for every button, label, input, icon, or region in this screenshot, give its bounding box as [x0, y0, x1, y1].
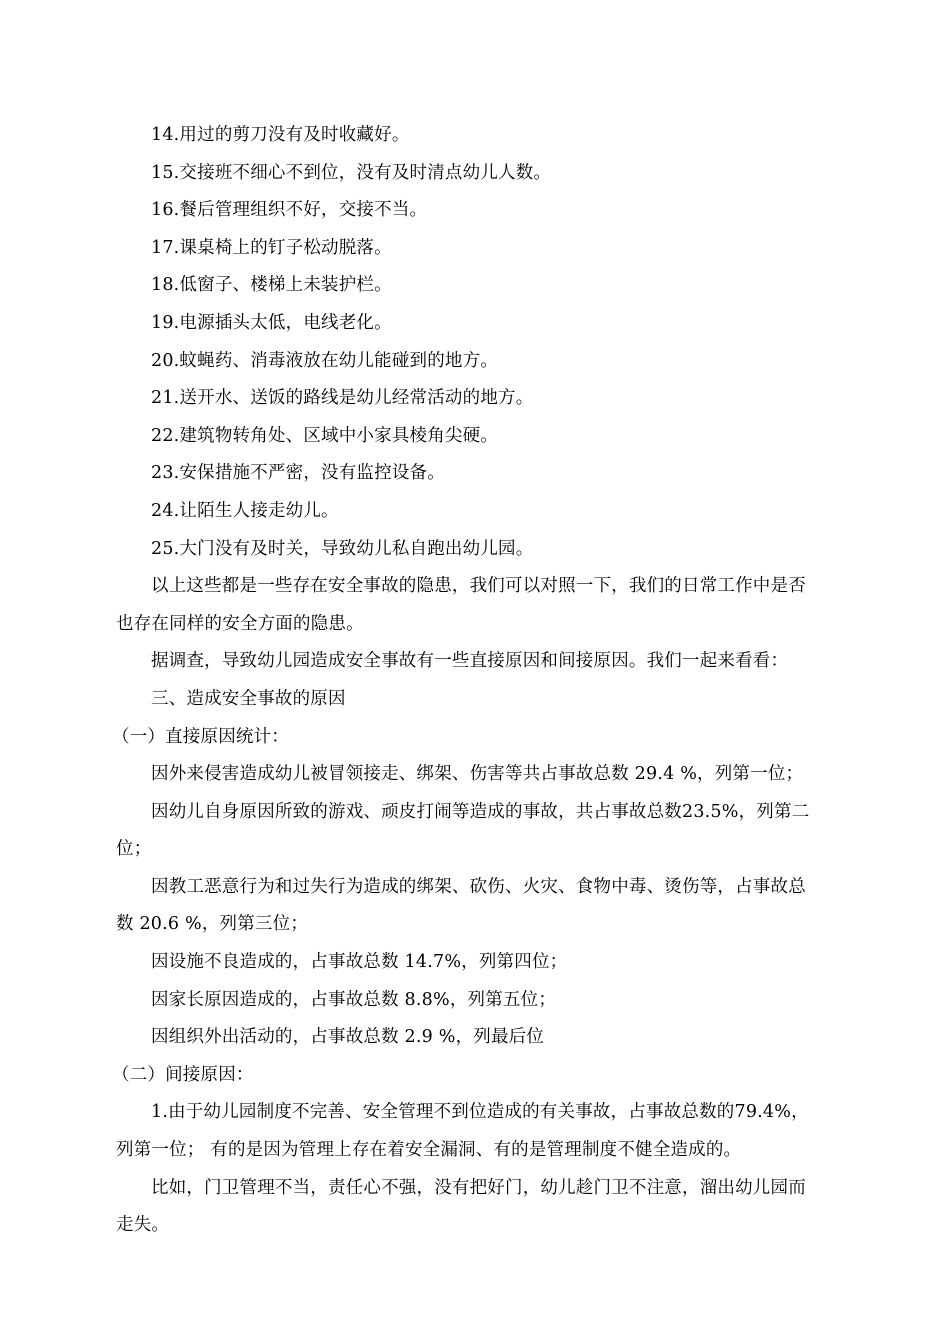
hazard-item-23: 23.安保措施不严密，没有监控设备。 — [151, 463, 445, 484]
summary-paragraph-line-1: 以上这些都是一些存在安全事故的隐患，我们可以对照一下，我们的日常工作中是否 — [151, 576, 806, 597]
summary-paragraph-line-2: 也存在同样的安全方面的隐患。 — [116, 613, 364, 634]
direct-cause-2-line-2: 位； — [116, 839, 152, 860]
hazard-item-15: 15.交接班不细心不到位，没有及时清点幼儿人数。 — [151, 162, 552, 183]
example-paragraph-line-1: 比如，门卫管理不当，责任心不强，没有把好门，幼儿趁门卫不注意，溜出幼儿园而 — [151, 1177, 806, 1198]
hazard-item-21: 21.送开水、送饭的路线是幼儿经常活动的地方。 — [151, 388, 534, 409]
hazard-item-25: 25.大门没有及时关，导致幼儿私自跑出幼儿园。 — [151, 538, 534, 559]
direct-causes-heading: （一）直接原因统计： — [112, 726, 289, 747]
survey-paragraph: 据调查，导致幼儿园造成安全事故有一些直接原因和间接原因。我们一起来看看： — [151, 651, 789, 672]
direct-cause-4: 因设施不良造成的，占事故总数 14.7%，列第四位； — [151, 952, 568, 973]
indirect-cause-1-line-1: 1.由于幼儿园制度不完善、安全管理不到位造成的有关事故，占事故总数的79.4%， — [151, 1102, 809, 1123]
document-body — [112, 117, 862, 1245]
example-paragraph-line-2: 走失。 — [116, 1215, 170, 1236]
direct-cause-5: 因家长原因造成的，占事故总数 8.8%，列第五位； — [151, 989, 557, 1010]
hazard-item-22: 22.建筑物转角处、区域中小家具棱角尖硬。 — [151, 425, 499, 446]
hazard-item-14: 14.用过的剪刀没有及时收藏好。 — [151, 125, 410, 145]
hazard-item-17: 17.课桌椅上的钉子松动脱落。 — [151, 237, 392, 258]
hazard-item-16: 16.餐后管理组织不好，交接不当。 — [151, 200, 428, 221]
hazard-item-20: 20.蚊蝇药、消毒液放在幼儿能碰到的地方。 — [151, 350, 499, 371]
hazard-item-24: 24.让陌生人接走幼儿。 — [151, 500, 339, 521]
direct-cause-1: 因外来侵害造成幼儿被冒领接走、绑架、伤害等共占事故总数 29.4 %，列第一位； — [151, 764, 804, 785]
direct-cause-2-line-1: 因幼儿自身原因所致的游戏、顽皮打闹等造成的事故，共占事故总数23.5%，列第二 — [151, 801, 810, 822]
hazard-item-18: 18.低窗子、楼梯上未装护栏。 — [151, 275, 392, 296]
direct-cause-3-line-2: 数 20.6 %，列第三位； — [116, 914, 309, 935]
indirect-cause-1-line-2: 列第一位； 有的是因为管理上存在着安全漏洞、有的是管理制度不健全造成的。 — [116, 1140, 742, 1161]
direct-cause-3-line-1: 因教工恶意行为和过失行为造成的绑架、砍伤、火灾、食物中毒、烫伤等，占事故总 — [151, 876, 806, 897]
section-heading-causes: 三、造成安全事故的原因 — [151, 688, 346, 709]
direct-cause-6: 因组织外出活动的，占事故总数 2.9 %，列最后位 — [151, 1027, 545, 1048]
indirect-causes-heading: （二）间接原因： — [112, 1064, 254, 1085]
hazard-item-19: 19.电源插头太低，电线老化。 — [151, 312, 392, 333]
